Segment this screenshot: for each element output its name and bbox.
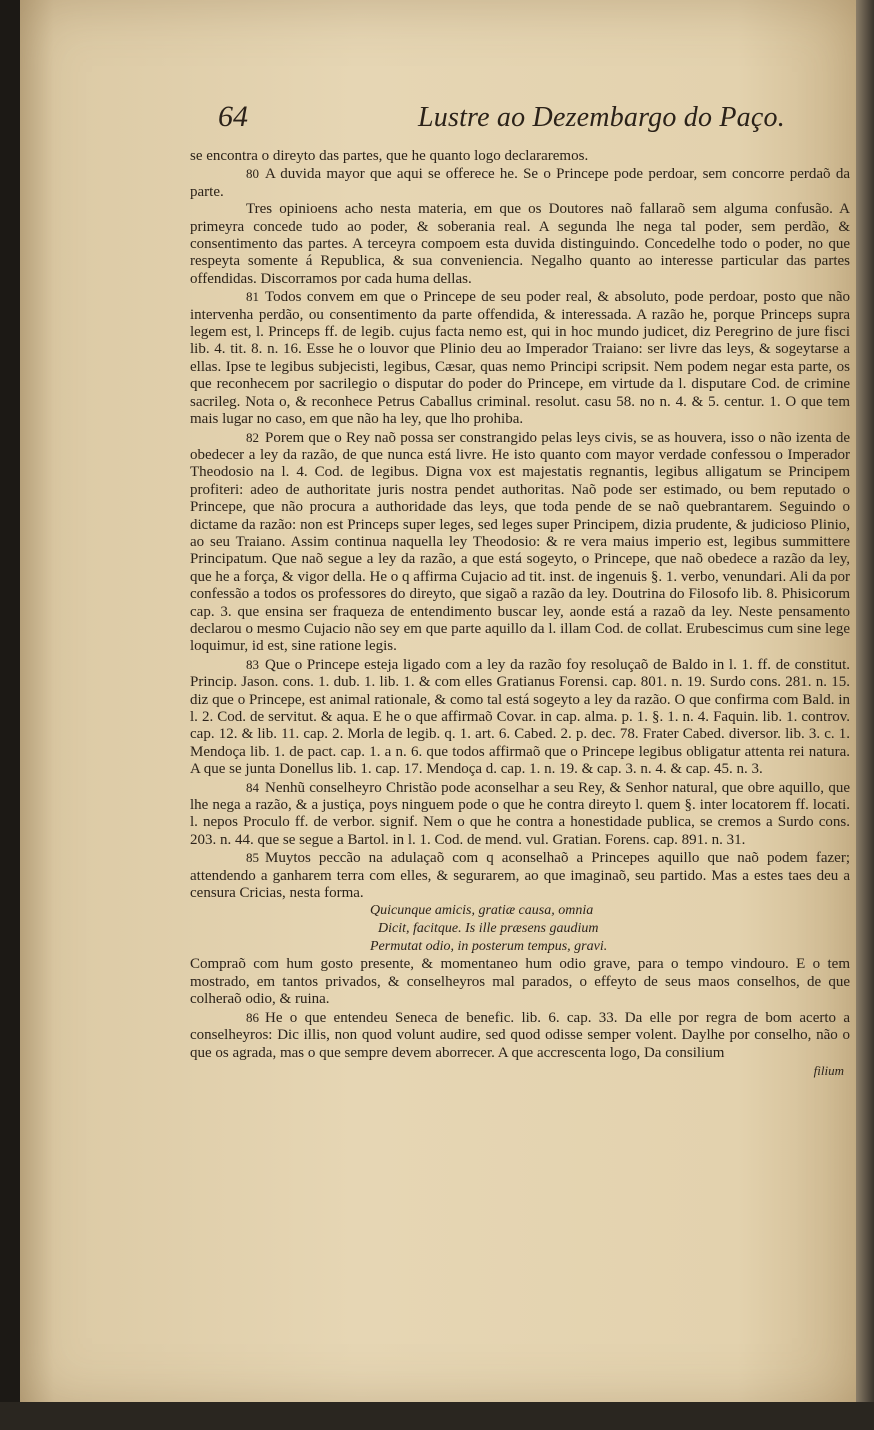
paragraph-number: 83 (246, 656, 259, 672)
paragraph-after-verse: Compraõ com hum gosto presente, & momentaneo hum odio grave, para o tempo vindouro. E o tem mostrado, em tantos privados, & conselheyros mal parados, o effeyto de seus maos conselhos, de que colheraõ odio, & ruina. (190, 956, 850, 1008)
verse-line: Dicit, facitque. Is ille præsens gaudium (378, 921, 599, 937)
paragraph-81: 81 Todos convem em que o Princepe de seu poder real, & absoluto, pode perdoar, posto que não intervenha perdão, ou consentimento da parte offendida, & interessada. A razão he, porque Princeps supra legem est, l. Princeps ff. de legib. cujus facta nemo est, qui in hoc mundo judicet, diz Peregrino de jure fisci lib. 4. tit. 8. n. 16. Esse he o louvor que Plinio deu ao Imperador Traiano: ser livre das leys, & sogeytarse a ellas. Ipse te legibus subjecisti, legibus, Cæsar, quas nemo Principi scripsit. Nem podem negar esta parte, os que reconhecem por sacrilegio o disputar do poder do Princepe, em virtude da l. disputare Cod. de crimine sacrileg. Nota o, & reconhece Petrus Caballus criminal. resolut. casu 58. no n. 4. & 5. centur. 1. O que tem mais lugar no caso, em que não ha ley, que lho prohiba. (190, 289, 850, 428)
verse-line: Quicunque amicis, gratiæ causa, omnia (370, 903, 594, 919)
paragraph-number: 85 (246, 850, 259, 866)
bottom-shadow (0, 1402, 874, 1430)
paragraph-number: 84 (246, 779, 259, 795)
page-number: 64 (218, 100, 248, 133)
book-gutter (0, 0, 22, 1430)
paragraph-83: 83 Que o Princepe esteja ligado com a ley da razão foy resoluçaõ de Baldo in l. 1. ff. de constitut. Princip. Jason. cons. 1. dub. 1. lib. 1. & com elles Gratianus Forensi. cap. 801. n. 19. Surdo cons. 281. n. 15. diz que o Princepe, est animal rationale, & como tal está sogeyto a ley da razão. O que confirma com Bald. in l. 2. Cod. de servitut. & aqua. E he o que affirmaõ Covar. in cap. alma. p. 1. §. 1. n. 4. Faquin. lib. 1. controv. cap. 12. & lib. 11. cap. 2. Morla de legib. q. 1. art. 6. Cabed. 2. p. dec. 78. Frater Cabed. diversor. lib. 3. c. 1. Mendoça lib. 1. de pact. cap. 1. a n. 6. que todos affirmaõ que o Princepe legibus obligatur attenta rei natura. A que se junta Donellus lib. 1. cap. 17. Mendoça d. cap. 1. n. 19. & cap. 3. n. 4. & cap. 45. n. 3. (190, 656, 850, 778)
paragraph-0: se encontra o direyto das partes, que he quanto logo declararemos. (190, 148, 589, 164)
running-head (190, 100, 850, 148)
paragraph-85: 85 Muytos peccão na adulaçaõ com q aconselhaõ a Princepes aquillo que naõ podem fazer; attendendo a ganharem terra com elles, & segurarem, ao que imaginaõ, seu partido. Mas a estes taes deu a censura Cricias, nesta forma. (190, 850, 850, 902)
paragraph-number: 81 (246, 289, 259, 305)
paragraph-86: 86 He o que entendeu Seneca de benefic. lib. 6. cap. 33. Da elle por regra de bom acerto a conselheyros: Dic illis, non quod volunt audire, sed quod odisse semper volent. Daylhe por conselho, não o que os agrada, mas o que sempre devem aborrecer. A que accrescenta logo, Da consilium (190, 1009, 850, 1061)
verse-quote (370, 902, 850, 956)
paragraph-number: 82 (246, 429, 259, 445)
catchword: filium (813, 1062, 844, 1078)
paragraph-number: 80 (246, 166, 259, 182)
paragraph-80: 80 A duvida mayor que aqui se offerece he. Se o Princepe pode perdoar, sem concorre perdaõ da parte. (190, 166, 850, 200)
running-title: Lustre ao Dezembargo do Paço. (418, 102, 785, 133)
paragraph-80-cont: Tres opinioens acho nesta materia, em que os Doutores naõ fallaraõ sem alguma confusão. A primeyra concede tudo ao poder, & soberania real. A segunda lhe nega tal poder, sem perdão, & consentimento das partes. A terceyra compoem esta duvida distinguindo. Concedelhe todo o poder, no que respeyta somente á Republica, & sua conveniencia. Negalho quanto ao interesse particular das partes offendidas. Discorramos por cada huma dellas. (190, 201, 850, 287)
page-content (190, 100, 850, 1079)
page-edge (856, 0, 874, 1430)
paragraph-number: 86 (246, 1009, 259, 1025)
verse-line: Permutat odio, in posterum tempus, gravi. (370, 939, 608, 955)
paragraph-84: 84 Nenhũ conselheyro Christão pode aconselhar a seu Rey, & Senhor natural, que obre aquillo, que lhe nega a razão, & a justiça, poys ninguem pode o que he contra direyto l. quem §. inter locatorem ff. locati. l. nepos Proculo ff. de verbor. signif. Nem o que he contra a honestidade publica, se cremos a Surdo cons. 203. n. 44. que se segue a Bartol. in l. 1. Cod. de mend. vul. Gratian. Forens. cap. 891. n. 31. (190, 779, 850, 848)
paragraph-82: 82 Porem que o Rey naõ possa ser constrangido pelas leys civis, se as houvera, isso o não izenta de obedecer a ley da razão, de que nunca está livre. He isto quanto com mayor verdade confessou o Imperador Theodosio na l. 4. Cod. de legibus. Digna vox est majestatis regnantis, legibus alligatum se Principem profiteri: adeo de authoritate juris nostra pendet authoritas. Naõ pode ser estimado, ou bem reputado o Princepe, que não procura a authoridade das leys, que toda pende de se naõ quebrantarem. Seguindo o dictame da razão: non est Princeps super leges, sed leges super Principem, dizia prudente, & judicioso Plinio, ao seu Traiano. Assim continua naquella ley Theodosio: & re vera maius imperio est, legibus summittere Principatum. Que naõ segue a ley da razão, a que está sogeyto, o Princepe, que naõ obedece a razão da ley, que he a força, & vigor della. He o q affirma Cujacio ad tit. inst. de ingenuis §. 1. verbo, venundari. Ali da por confessão a todos os professores do direyto, que sigaõ a razão da ley. Doutrina do Filosofo lib. 8. Phisicorum cap. 3. que ensina ser fraqueza de entendimento buscar ley, aonde está a razaõ da ley. Neste pensamento declarou o mesmo Cujacio não sey em que parte aquillo da l. illam Cod. de collat. Erubescimus cum sine lege loquimur, id est, sine ratione legis. (190, 429, 850, 655)
